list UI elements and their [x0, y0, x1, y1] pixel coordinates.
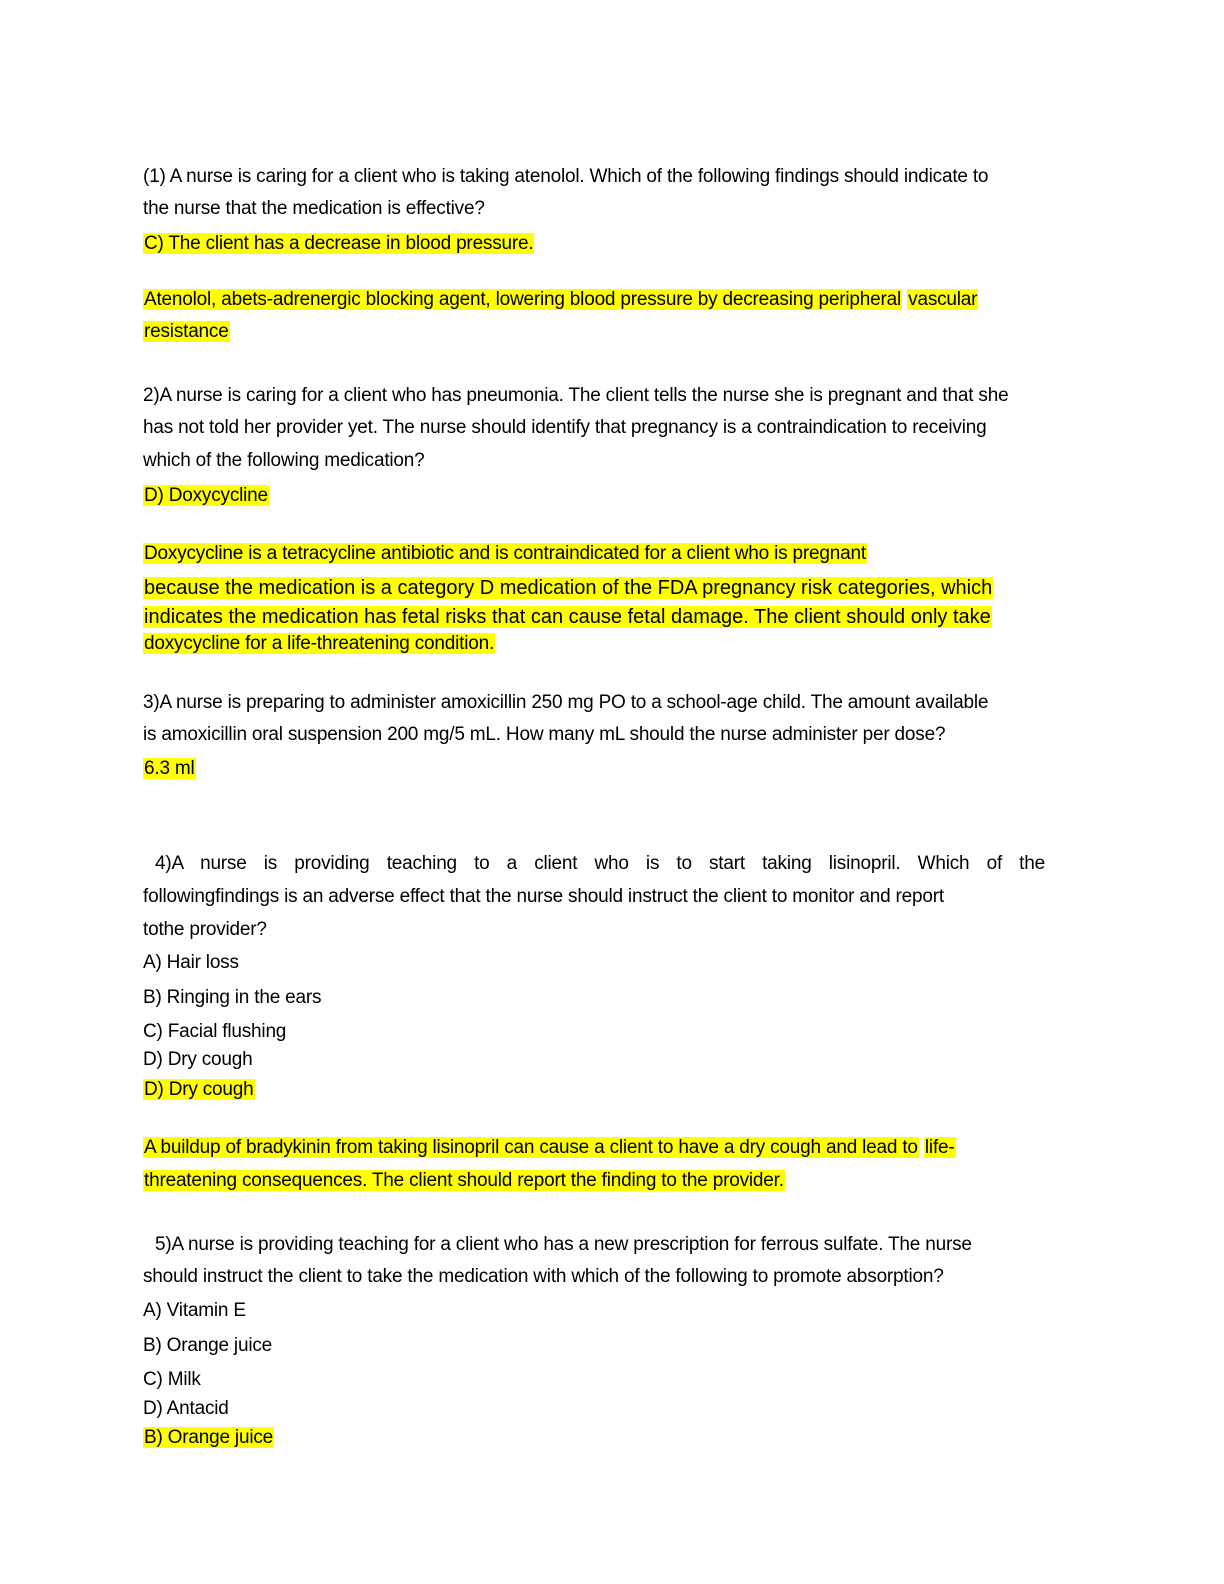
q3-answer — [143, 755, 196, 783]
q3-question-line-1: 3)A nurse is preparing to administer amoxicillin 250 mg PO to a school-age child. The amount available — [143, 692, 989, 713]
q3-question-line-2: is amoxicillin oral suspension 200 mg/5 mL. How many mL should the nurse administer per dose? — [143, 724, 946, 745]
q1-explanation-text-1b: vascular — [908, 289, 978, 310]
q1-answer — [143, 230, 534, 258]
q2-question-line-2: has not told her provider yet. The nurse should identify that pregnancy is a contraindication to receiving — [143, 417, 987, 438]
q4-question-line-3: tothe provider? — [143, 919, 267, 940]
q2-explanation-text-4: doxycycline for a life-threatening condition. — [144, 633, 495, 654]
q4-question-line-2: followingfindings is an adverse effect that the nurse should instruct the client to monitor and report — [143, 886, 944, 907]
q4-explanation-line-2 — [143, 1167, 785, 1195]
q2-explanation-line-4 — [143, 630, 495, 658]
q4-explanation-text-1b: life- — [924, 1137, 955, 1158]
q2-explanation-line-2 — [143, 574, 993, 602]
q4-question-line-1 — [155, 850, 1045, 878]
q4-explanation-text-2: threatening consequences. The client should report the finding to the provider. — [144, 1170, 784, 1191]
q1-explanation-text-2: resistance — [144, 321, 229, 342]
q5-answer — [143, 1424, 274, 1452]
q2-question-line-3: which of the following medication? — [143, 450, 425, 471]
q3-answer-highlight: 6.3 ml — [144, 758, 195, 779]
q2-answer — [143, 482, 269, 510]
q1-question-line-1: (1) A nurse is caring for a client who is taking atenolol. Which of the following findings should indicate to — [143, 166, 989, 187]
q2-answer-highlight: D) Doxycycline — [144, 485, 268, 506]
q4-option-c: C) Facial flushing — [143, 1021, 287, 1042]
q5-answer-highlight: B) Orange juice — [144, 1427, 274, 1448]
q5-option-b: B) Orange juice — [143, 1335, 273, 1356]
q1-explanation-line-1 — [143, 286, 978, 314]
q4-question-line-1-text: 4)A nurse is providing teaching to a client who is to start taking lisinopril. Which of the — [155, 853, 1045, 874]
q5-option-a: A) Vitamin E — [143, 1300, 246, 1321]
q2-question-line-1: 2)A nurse is caring for a client who has pneumonia. The client tells the nurse she is pregnant and that she — [143, 385, 1009, 406]
q1-question-line-2: the nurse that the medication is effective? — [143, 198, 485, 219]
q1-explanation-line-2 — [143, 318, 230, 346]
q2-explanation-text-1: Doxycycline is a tetracycline antibiotic and is contraindicated for a client who is pregnant — [144, 543, 866, 564]
q2-explanation-line-1 — [143, 540, 867, 568]
q5-option-d: D) Antacid — [143, 1398, 229, 1419]
q2-explanation-text-2: because the medication is a category D medication of the FDA pregnancy risk categories, which — [144, 577, 993, 599]
q4-option-d: D) Dry cough — [143, 1049, 253, 1070]
q5-question-line-1: 5)A nurse is providing teaching for a client who has a new prescription for ferrous sulfate. The nurse — [155, 1234, 972, 1255]
q1-explanation-text-1a: Atenolol, abets-adrenergic blocking agent, lowering blood pressure by decreasing peripheral — [144, 289, 902, 310]
q4-answer — [143, 1076, 255, 1104]
q2-explanation-line-3 — [143, 603, 992, 631]
q4-explanation-line-1 — [143, 1134, 956, 1162]
q4-explanation-text-1a: A buildup of bradykinin from taking lisinopril can cause a client to have a dry cough and lead to — [144, 1137, 918, 1158]
q4-answer-highlight: D) Dry cough — [144, 1079, 254, 1100]
q4-option-b: B) Ringing in the ears — [143, 987, 322, 1008]
q4-option-a: A) Hair loss — [143, 952, 239, 973]
q5-option-c: C) Milk — [143, 1369, 201, 1390]
q1-answer-highlight: C) The client has a decrease in blood pressure. — [144, 233, 534, 254]
q2-explanation-text-3: indicates the medication has fetal risks that can cause fetal damage. The client should only take — [144, 606, 991, 628]
q5-question-line-2: should instruct the client to take the medication with which of the following to promote absorption? — [143, 1266, 944, 1287]
